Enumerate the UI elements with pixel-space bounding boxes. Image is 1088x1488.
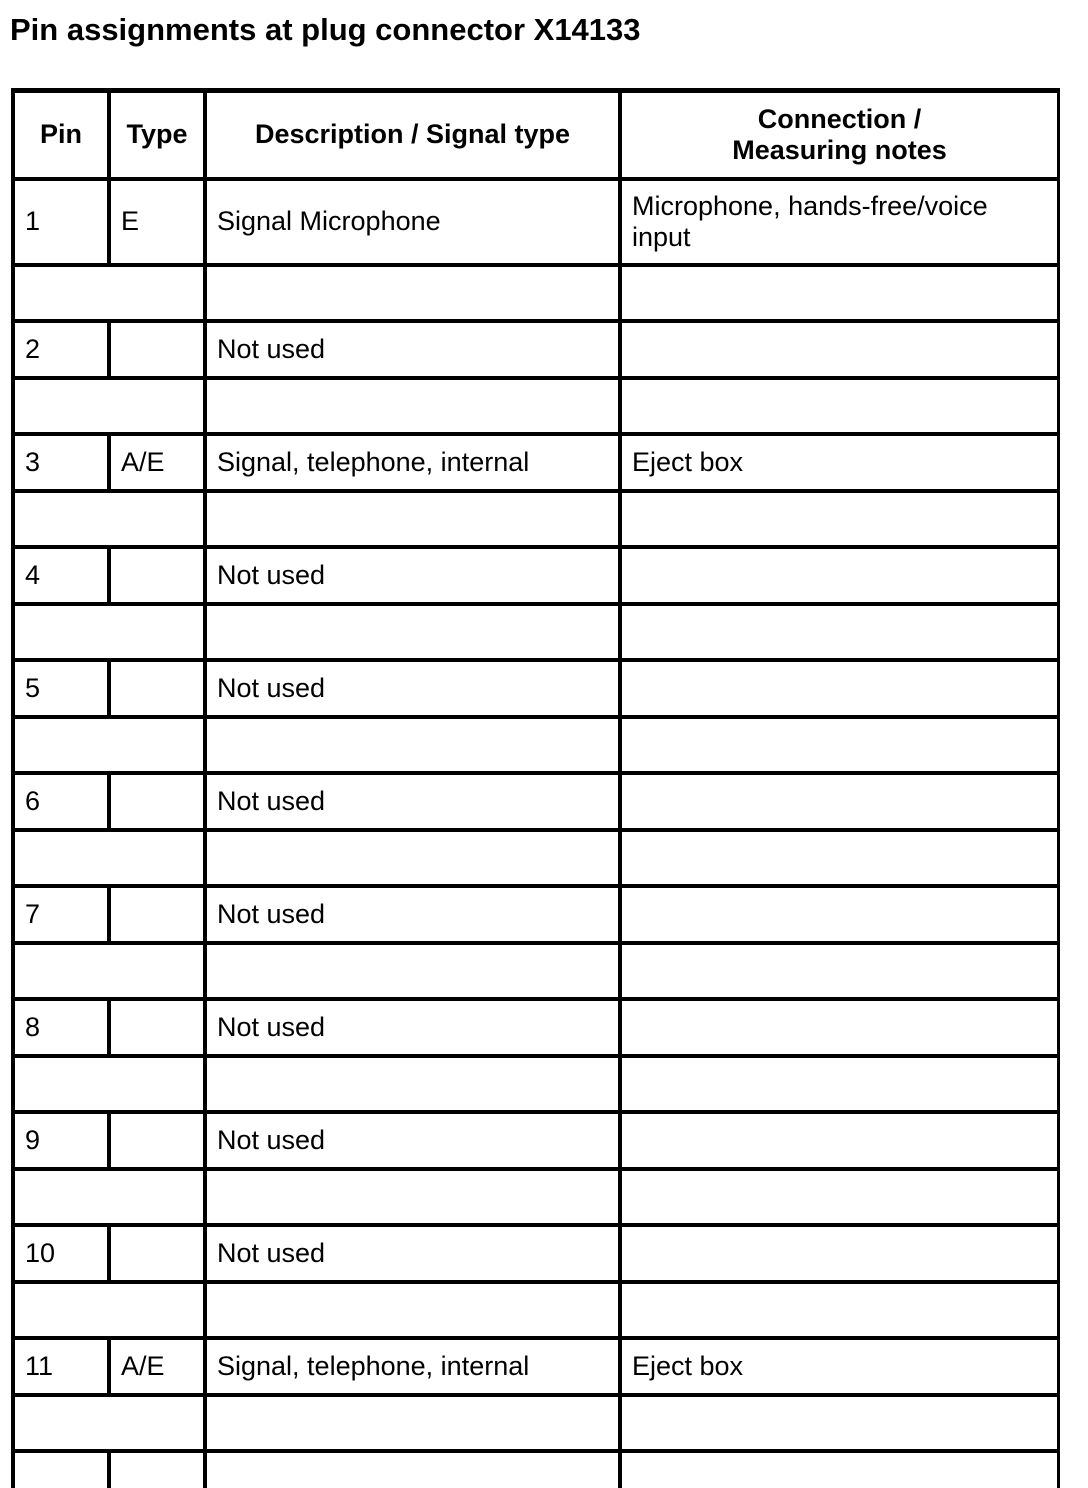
pin-cell: 9 bbox=[13, 1112, 109, 1169]
table-row bbox=[13, 179, 1059, 265]
table-header-row bbox=[13, 91, 1059, 179]
table-row bbox=[13, 773, 1059, 830]
spacer-cell-pin-type bbox=[13, 1169, 205, 1225]
pin-cell: 1 bbox=[13, 179, 109, 265]
header-connection bbox=[620, 91, 1059, 179]
spacer-cell-pin-type bbox=[13, 1056, 205, 1112]
description-cell: Not used bbox=[205, 547, 620, 604]
spacer-row bbox=[13, 604, 1059, 660]
spacer-cell-connection bbox=[620, 830, 1059, 886]
spacer-cell-description bbox=[205, 604, 620, 660]
description-cell: Not used bbox=[205, 886, 620, 943]
spacer-cell-connection bbox=[620, 1282, 1059, 1338]
spacer-cell-description bbox=[205, 1282, 620, 1338]
empty-cell bbox=[13, 1451, 109, 1488]
connection-cell bbox=[620, 773, 1059, 830]
description-cell: Not used bbox=[205, 321, 620, 378]
spacer-row bbox=[13, 265, 1059, 321]
spacer-cell-description bbox=[205, 1056, 620, 1112]
spacer-row bbox=[13, 378, 1059, 434]
spacer-cell-pin-type bbox=[13, 1395, 205, 1451]
connection-cell: Eject box bbox=[620, 434, 1059, 491]
spacer-cell-pin-type bbox=[13, 717, 205, 773]
empty-cell bbox=[205, 1451, 620, 1488]
pin-cell: 6 bbox=[13, 773, 109, 830]
type-cell: A/E bbox=[109, 434, 205, 491]
type-cell: E bbox=[109, 179, 205, 265]
connection-cell bbox=[620, 1225, 1059, 1282]
connection-cell bbox=[620, 547, 1059, 604]
spacer-cell-pin-type bbox=[13, 604, 205, 660]
spacer-cell-pin-type bbox=[13, 265, 205, 321]
spacer-row bbox=[13, 830, 1059, 886]
spacer-row bbox=[13, 491, 1059, 547]
description-cell: Not used bbox=[205, 660, 620, 717]
spacer-row bbox=[13, 1056, 1059, 1112]
table-row bbox=[13, 1112, 1059, 1169]
description-cell: Signal Microphone bbox=[205, 179, 620, 265]
type-cell bbox=[109, 1225, 205, 1282]
spacer-cell-description bbox=[205, 830, 620, 886]
table-row bbox=[13, 1225, 1059, 1282]
spacer-cell-description bbox=[205, 1395, 620, 1451]
spacer-cell-connection bbox=[620, 717, 1059, 773]
type-cell bbox=[109, 773, 205, 830]
spacer-cell-connection bbox=[620, 265, 1059, 321]
connection-cell bbox=[620, 321, 1059, 378]
header-connection-line2: Measuring notes bbox=[732, 134, 947, 165]
pin-cell: 4 bbox=[13, 547, 109, 604]
table-row bbox=[13, 886, 1059, 943]
pin-cell: 7 bbox=[13, 886, 109, 943]
page-title: Pin assignments at plug connector X14133 bbox=[10, 12, 641, 47]
spacer-cell-pin-type bbox=[13, 491, 205, 547]
spacer-cell-pin-type bbox=[13, 378, 205, 434]
spacer-cell-description bbox=[205, 1169, 620, 1225]
pin-assignment-table bbox=[11, 88, 1060, 1488]
spacer-row bbox=[13, 943, 1059, 999]
pin-cell: 8 bbox=[13, 999, 109, 1056]
description-cell: Not used bbox=[205, 999, 620, 1056]
spacer-cell-connection bbox=[620, 491, 1059, 547]
spacer-cell-pin-type bbox=[13, 943, 205, 999]
spacer-cell-connection bbox=[620, 943, 1059, 999]
spacer-cell-connection bbox=[620, 1395, 1059, 1451]
table-row bbox=[13, 547, 1059, 604]
type-cell bbox=[109, 999, 205, 1056]
pin-assignment-table-container bbox=[11, 88, 1060, 1488]
spacer-row bbox=[13, 1282, 1059, 1338]
spacer-row bbox=[13, 717, 1059, 773]
spacer-cell-description bbox=[205, 491, 620, 547]
header-description: Description / Signal type bbox=[205, 91, 620, 179]
spacer-cell-pin-type bbox=[13, 1282, 205, 1338]
table-row bbox=[13, 660, 1059, 717]
spacer-cell-connection bbox=[620, 1169, 1059, 1225]
type-cell bbox=[109, 547, 205, 604]
spacer-cell-connection bbox=[620, 1056, 1059, 1112]
pin-cell: 3 bbox=[13, 434, 109, 491]
empty-cell bbox=[620, 1451, 1059, 1488]
pin-cell: 11 bbox=[13, 1338, 109, 1395]
description-cell: Not used bbox=[205, 1112, 620, 1169]
table-row-cut-off bbox=[13, 1451, 1059, 1488]
type-cell bbox=[109, 1112, 205, 1169]
type-cell bbox=[109, 886, 205, 943]
table-row bbox=[13, 1338, 1059, 1395]
pin-cell: 2 bbox=[13, 321, 109, 378]
spacer-cell-pin-type bbox=[13, 830, 205, 886]
table-row bbox=[13, 434, 1059, 491]
spacer-row bbox=[13, 1395, 1059, 1451]
spacer-row bbox=[13, 1169, 1059, 1225]
description-cell: Not used bbox=[205, 1225, 620, 1282]
connection-cell: Eject box bbox=[620, 1338, 1059, 1395]
connection-cell bbox=[620, 886, 1059, 943]
type-cell: A/E bbox=[109, 1338, 205, 1395]
table-row bbox=[13, 321, 1059, 378]
connection-cell bbox=[620, 1112, 1059, 1169]
header-connection-line1: Connection / bbox=[757, 103, 922, 134]
description-cell: Signal, telephone, internal bbox=[205, 1338, 620, 1395]
description-cell: Not used bbox=[205, 773, 620, 830]
connection-cell bbox=[620, 999, 1059, 1056]
header-type: Type bbox=[109, 91, 205, 179]
header-pin: Pin bbox=[13, 91, 109, 179]
spacer-cell-description bbox=[205, 717, 620, 773]
type-cell bbox=[109, 660, 205, 717]
description-cell: Signal, telephone, internal bbox=[205, 434, 620, 491]
spacer-cell-connection bbox=[620, 378, 1059, 434]
spacer-cell-description bbox=[205, 943, 620, 999]
table-body bbox=[13, 179, 1059, 1488]
type-cell bbox=[109, 321, 205, 378]
pin-cell: 10 bbox=[13, 1225, 109, 1282]
connection-cell bbox=[620, 660, 1059, 717]
pin-cell: 5 bbox=[13, 660, 109, 717]
table-row bbox=[13, 999, 1059, 1056]
empty-cell bbox=[109, 1451, 205, 1488]
spacer-cell-connection bbox=[620, 604, 1059, 660]
spacer-cell-description bbox=[205, 265, 620, 321]
spacer-cell-description bbox=[205, 378, 620, 434]
connection-cell: Microphone, hands-free/voice input bbox=[620, 179, 1059, 265]
